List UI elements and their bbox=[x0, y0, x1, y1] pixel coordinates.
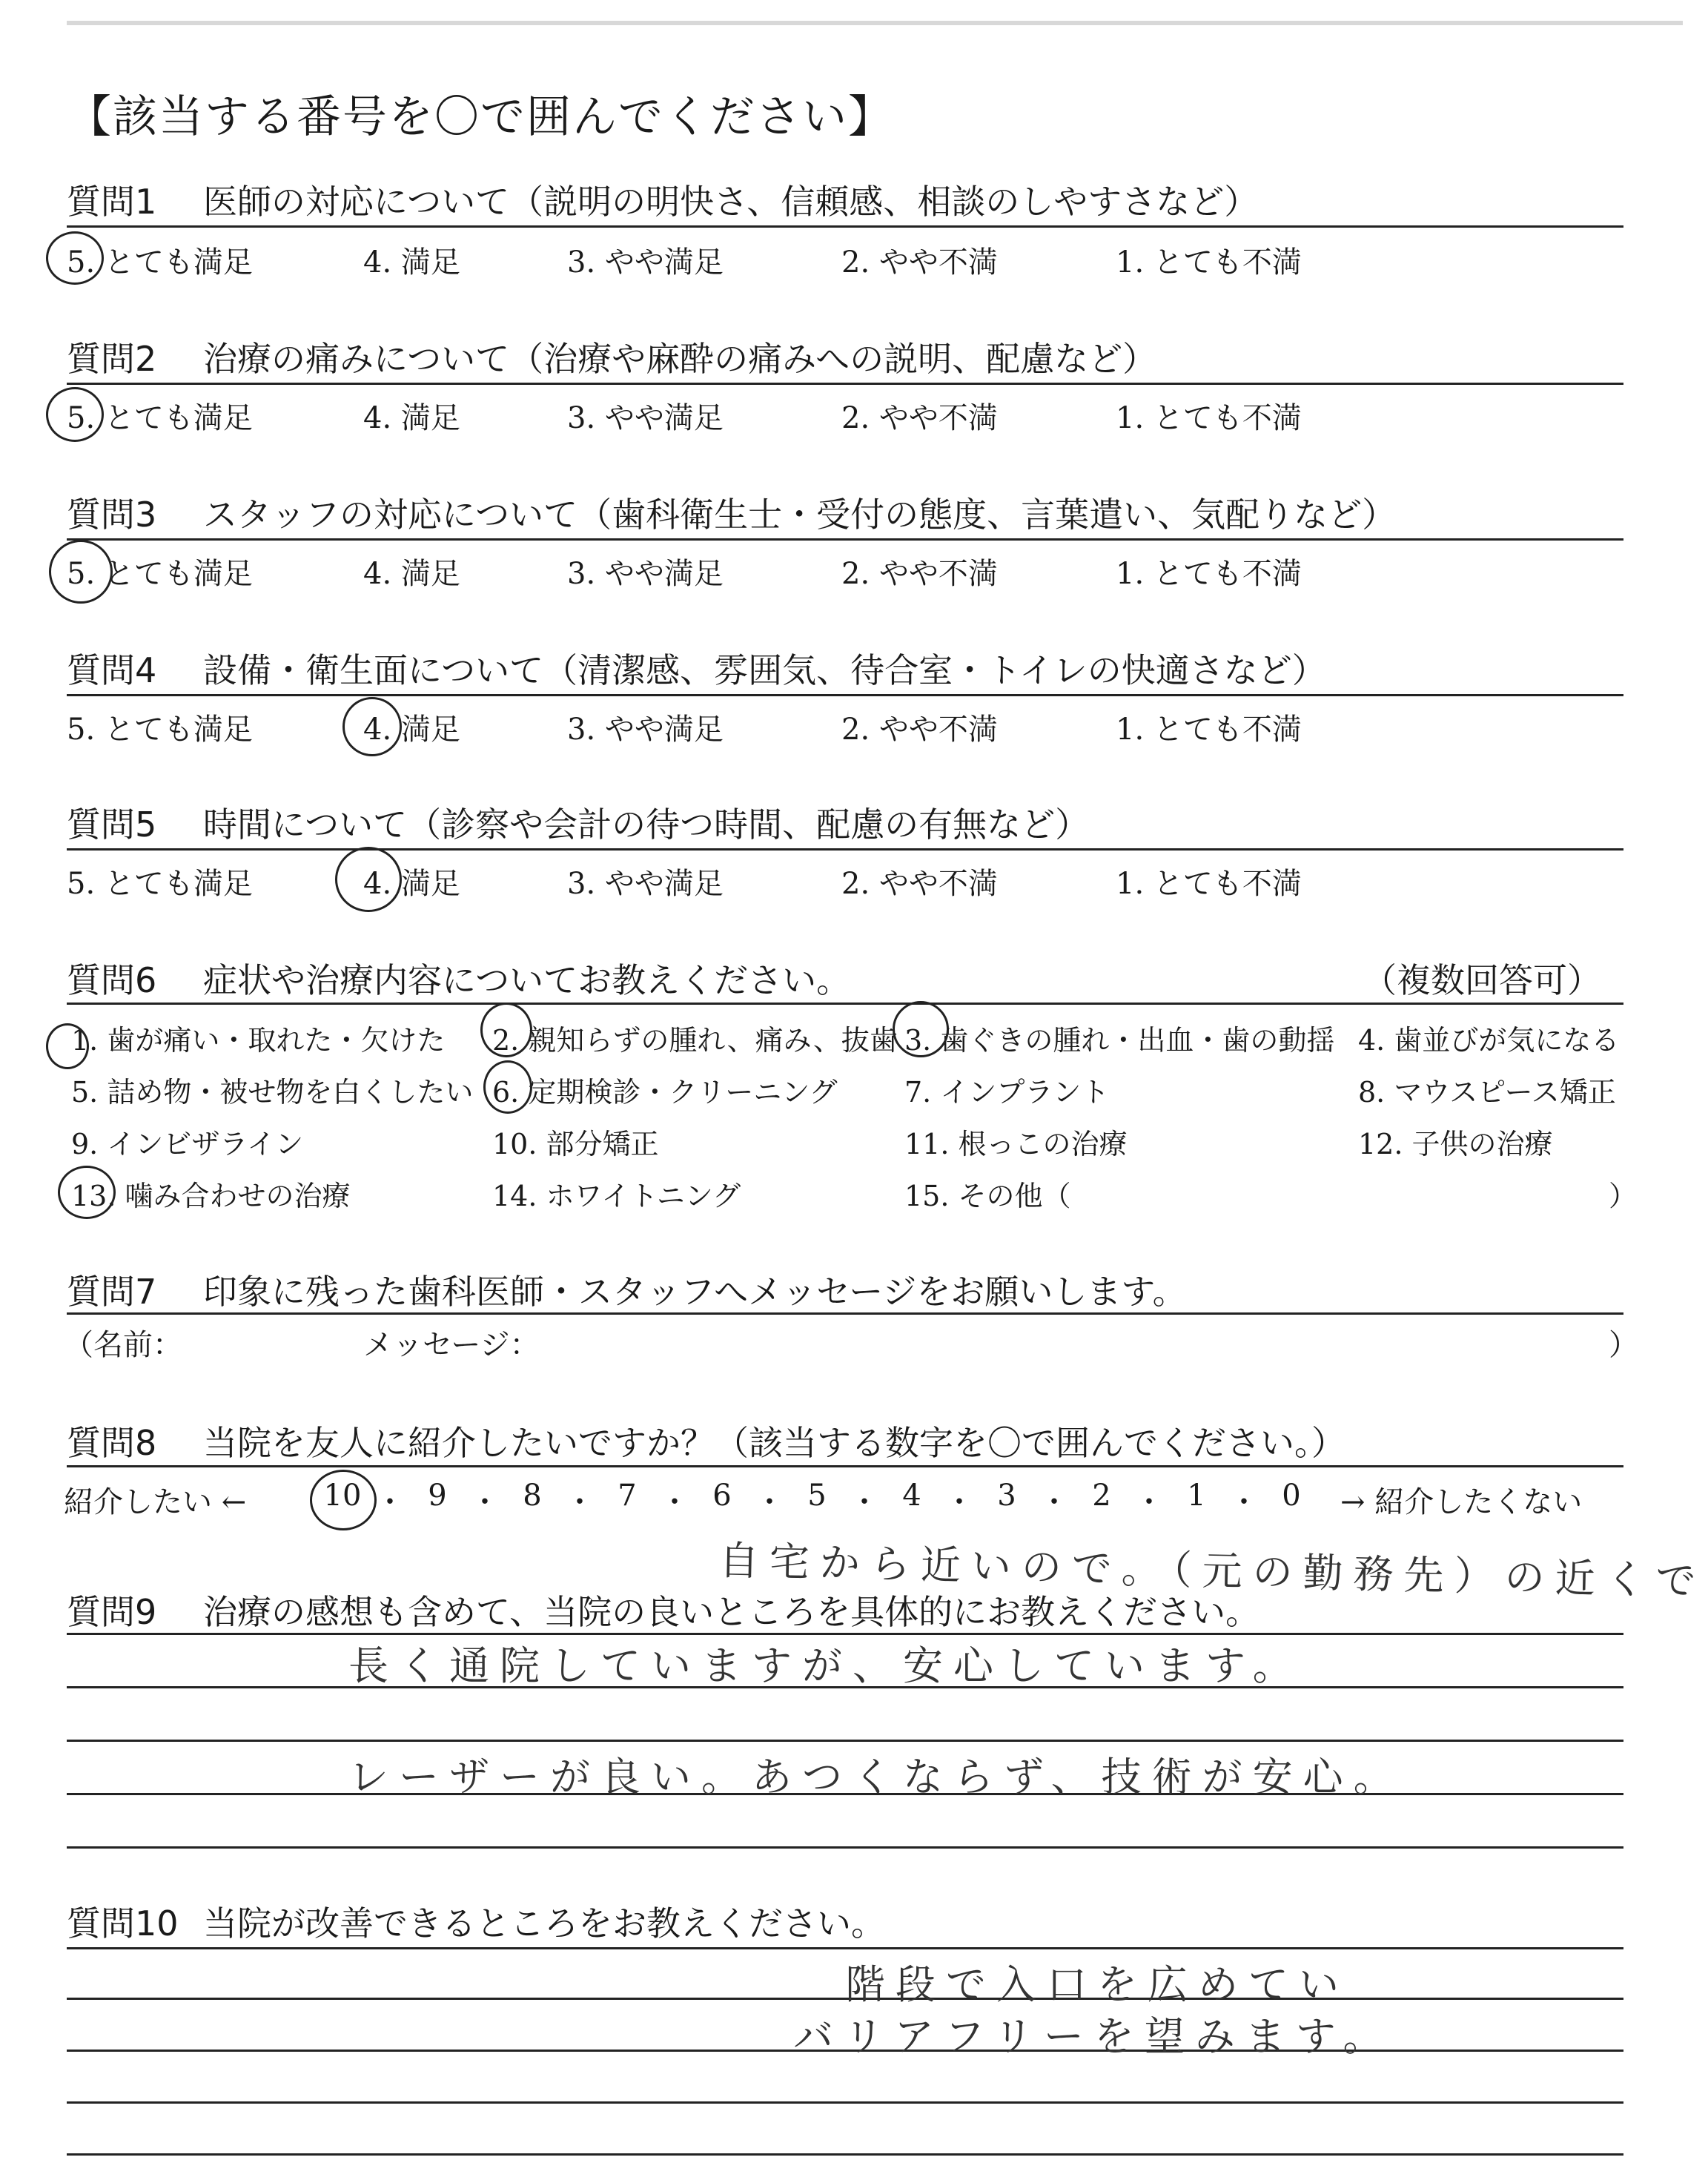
question-number: 質問8 bbox=[67, 1423, 157, 1463]
option-q1-3[interactable]: 3. やや満足 bbox=[567, 245, 724, 280]
option-q4-2[interactable]: 2. やや不満 bbox=[841, 713, 998, 747]
q6-option-6[interactable]: 6. 定期検診・クリーニング bbox=[492, 1076, 838, 1109]
scale-separator: ・ bbox=[375, 1485, 405, 1519]
answer-line bbox=[67, 2153, 1623, 2156]
divider bbox=[67, 1003, 1623, 1005]
scale-value-1[interactable]: 1 bbox=[1187, 1479, 1206, 1513]
divider bbox=[67, 694, 1623, 696]
option-q4-5[interactable]: 5. とても満足 bbox=[67, 713, 253, 747]
answer-circle-q1 bbox=[46, 231, 104, 285]
option-q5-1[interactable]: 1. とても不満 bbox=[1116, 867, 1302, 901]
scale-separator: ・ bbox=[565, 1485, 595, 1519]
scale-value-3[interactable]: 3 bbox=[997, 1479, 1016, 1513]
option-q3-3[interactable]: 3. やや満足 bbox=[567, 557, 724, 591]
divider bbox=[67, 225, 1623, 228]
option-q2-5[interactable]: 5. とても満足 bbox=[67, 401, 253, 435]
answer-circle-q2 bbox=[46, 387, 104, 442]
scale-value-5[interactable]: 5 bbox=[807, 1479, 827, 1513]
divider bbox=[67, 383, 1623, 385]
option-q2-3[interactable]: 3. やや満足 bbox=[567, 401, 724, 435]
option-q5-4[interactable]: 4. 満足 bbox=[363, 867, 460, 901]
q6-option-3[interactable]: 3. 歯ぐきの腫れ・出血・歯の動揺 bbox=[904, 1024, 1335, 1057]
recommend-scale bbox=[319, 1479, 1315, 1521]
answer-circle-q3 bbox=[49, 540, 113, 604]
q6-option-15[interactable]: 15. その他（ bbox=[904, 1180, 1071, 1212]
question-number: 質問2 bbox=[67, 339, 157, 379]
q6-option-12[interactable]: 12. 子供の治療 bbox=[1358, 1128, 1553, 1160]
question-number: 質問1 bbox=[67, 182, 157, 222]
question-number: 質問3 bbox=[67, 495, 157, 535]
scale-separator: ・ bbox=[850, 1485, 879, 1519]
scale-separator: ・ bbox=[755, 1485, 784, 1519]
question-text: 設備・衛生面について（清潔感、雰囲気、待合室・トイレの快適さなど） bbox=[203, 650, 1326, 690]
question-3-title bbox=[67, 488, 1396, 537]
scale-value-2[interactable]: 2 bbox=[1092, 1479, 1111, 1513]
q6-option-13[interactable]: 13. 噛み合わせの治療 bbox=[71, 1180, 351, 1212]
option-q3-1[interactable]: 1. とても不満 bbox=[1116, 557, 1302, 591]
divider bbox=[67, 848, 1623, 851]
answer-circle-q5 bbox=[335, 847, 402, 912]
scale-separator: ・ bbox=[1134, 1485, 1164, 1519]
answer-circle-q6-6 bbox=[483, 1060, 532, 1114]
scale-separator: ・ bbox=[660, 1485, 689, 1519]
option-q2-4[interactable]: 4. 満足 bbox=[363, 401, 460, 435]
question-text: 治療の感想も含めて、当院の良いところを具体的にお教えください。 bbox=[203, 1592, 1260, 1632]
question-number: 質問5 bbox=[67, 805, 157, 845]
answer-circle-q4 bbox=[342, 697, 402, 756]
question-4-title bbox=[67, 644, 1326, 693]
q6-other-close: ） bbox=[1609, 1180, 1638, 1212]
option-q2-1[interactable]: 1. とても不満 bbox=[1116, 401, 1302, 435]
scan-edge bbox=[67, 21, 1683, 25]
option-q2-2[interactable]: 2. やや不満 bbox=[841, 401, 998, 435]
question-text: 症状や治療内容についてお教えください。 bbox=[203, 960, 851, 1000]
option-q5-2[interactable]: 2. やや不満 bbox=[841, 867, 998, 901]
message-close: ） bbox=[1609, 1328, 1638, 1362]
page-title: 【該当する番号を〇で囲んでください】 bbox=[67, 91, 894, 143]
option-q1-1[interactable]: 1. とても不満 bbox=[1116, 245, 1302, 280]
question-number: 質問6 bbox=[67, 960, 157, 1000]
option-q3-2[interactable]: 2. やや不満 bbox=[841, 557, 998, 591]
answer-circle-q8 bbox=[310, 1470, 377, 1530]
q6-option-10[interactable]: 10. 部分矯正 bbox=[492, 1128, 659, 1160]
handwritten-q9-top: 自宅から近いので。（元の勤務先）の近くで bbox=[718, 1537, 1707, 1605]
scale-value-4[interactable]: 4 bbox=[902, 1479, 921, 1513]
q6-option-14[interactable]: 14. ホワイトニング bbox=[492, 1180, 741, 1212]
option-q4-1[interactable]: 1. とても不満 bbox=[1116, 713, 1302, 747]
scale-value-7[interactable]: 7 bbox=[618, 1479, 637, 1513]
q6-option-11[interactable]: 11. 根っこの治療 bbox=[904, 1128, 1128, 1160]
option-q1-2[interactable]: 2. やや不満 bbox=[841, 245, 998, 280]
answer-line bbox=[67, 2101, 1623, 2104]
scale-separator: ・ bbox=[1229, 1485, 1259, 1519]
question-8-title bbox=[67, 1416, 1345, 1465]
answer-circle-q6-3 bbox=[893, 1001, 949, 1057]
question-text: スタッフの対応について（歯科衛生士・受付の態度、言葉遣い、気配りなど） bbox=[203, 495, 1397, 535]
question-number: 質問9 bbox=[67, 1592, 157, 1632]
scale-value-0[interactable]: 0 bbox=[1282, 1479, 1301, 1513]
question-text: 印象に残った歯科医師・スタッフへメッセージをお願いします。 bbox=[203, 1272, 1187, 1312]
divider bbox=[67, 1947, 1623, 1949]
scale-separator: ・ bbox=[944, 1485, 974, 1519]
option-q5-3[interactable]: 3. やや満足 bbox=[567, 867, 724, 901]
multiple-answers-note: （複数回答可） bbox=[1363, 960, 1601, 1000]
question-number: 質問7 bbox=[67, 1272, 157, 1312]
question-1-title bbox=[67, 175, 1258, 224]
scale-value-6[interactable]: 6 bbox=[712, 1479, 732, 1513]
divider bbox=[67, 538, 1623, 541]
q6-option-2[interactable]: 2. 親知らずの腫れ、痛み、抜歯 bbox=[492, 1024, 898, 1057]
divider bbox=[67, 1312, 1623, 1315]
q6-option-5[interactable]: 5. 詰め物・被せ物を白くしたい bbox=[71, 1076, 474, 1109]
scale-value-8[interactable]: 8 bbox=[523, 1479, 542, 1513]
q6-option-4[interactable]: 4. 歯並びが気になる bbox=[1358, 1024, 1620, 1057]
question-text: 医師の対応について（説明の明快さ、信頼感、相談のしやすさなど） bbox=[203, 182, 1259, 222]
handwritten-q10-line2: バリアフリーを望みます。 bbox=[793, 2013, 1394, 2060]
question-text: 時間について（診察や会計の待つ時間、配慮の有無など） bbox=[203, 805, 1090, 845]
question-text: 治療の痛みについて（治療や麻酔の痛みへの説明、配慮など） bbox=[203, 339, 1157, 379]
q6-option-8[interactable]: 8. マウスピース矯正 bbox=[1358, 1076, 1616, 1109]
handwritten-q9-line1: 長く通院していますが、安心しています。 bbox=[348, 1642, 1303, 1689]
name-label: （名前： bbox=[64, 1328, 182, 1362]
scale-separator: ・ bbox=[1039, 1485, 1069, 1519]
option-q1-4[interactable]: 4. 満足 bbox=[363, 245, 460, 280]
answer-line bbox=[67, 1846, 1623, 1849]
q6-option-1[interactable]: 1. 歯が痛い・取れた・欠けた bbox=[71, 1024, 446, 1057]
question-10-title bbox=[67, 1897, 885, 1946]
option-q4-4[interactable]: 4. 満足 bbox=[363, 713, 460, 747]
question-6-title bbox=[67, 954, 850, 1003]
question-2-title bbox=[67, 332, 1156, 381]
answer-circle-q6-1 bbox=[46, 1023, 89, 1069]
option-q1-5[interactable]: 5. とても満足 bbox=[67, 245, 253, 280]
scale-value-9[interactable]: 9 bbox=[428, 1479, 447, 1513]
option-q4-3[interactable]: 3. やや満足 bbox=[567, 713, 724, 747]
answer-line bbox=[67, 1740, 1623, 1742]
answer-circle-q6-2 bbox=[480, 1003, 532, 1057]
option-q3-5[interactable]: 5. とても満足 bbox=[67, 557, 253, 591]
scale-separator: ・ bbox=[470, 1485, 500, 1519]
question-number: 質問10 bbox=[67, 1903, 179, 1943]
question-text: 当院を友人に紹介したいですか？（該当する数字を〇で囲んでください。） bbox=[203, 1423, 1345, 1463]
option-q3-4[interactable]: 4. 満足 bbox=[363, 557, 460, 591]
q6-option-9[interactable]: 9. インビザライン bbox=[71, 1128, 304, 1160]
handwritten-q9-line2: レーザーが良い。あつくならず、技術が安心。 bbox=[348, 1754, 1404, 1800]
question-5-title bbox=[67, 798, 1089, 847]
answer-circle-q6-13 bbox=[58, 1166, 116, 1219]
recommend-right-label: → 紹介したくない bbox=[1340, 1485, 1583, 1519]
divider bbox=[67, 1465, 1623, 1467]
question-7-title bbox=[67, 1265, 1187, 1314]
question-number: 質問4 bbox=[67, 650, 157, 690]
question-9-title bbox=[67, 1585, 1260, 1634]
option-q5-5[interactable]: 5. とても満足 bbox=[67, 867, 253, 901]
handwritten-q10-line1: 階段で入口を広めてい bbox=[845, 1961, 1349, 2008]
scale-value-10[interactable]: 10 bbox=[323, 1479, 362, 1513]
recommend-left-label: 紹介したい ← bbox=[64, 1485, 247, 1519]
question-text: 当院が改善できるところをお教えください。 bbox=[203, 1903, 885, 1943]
q6-option-7[interactable]: 7. インプラント bbox=[904, 1076, 1110, 1109]
message-label: メッセージ： bbox=[363, 1328, 540, 1362]
